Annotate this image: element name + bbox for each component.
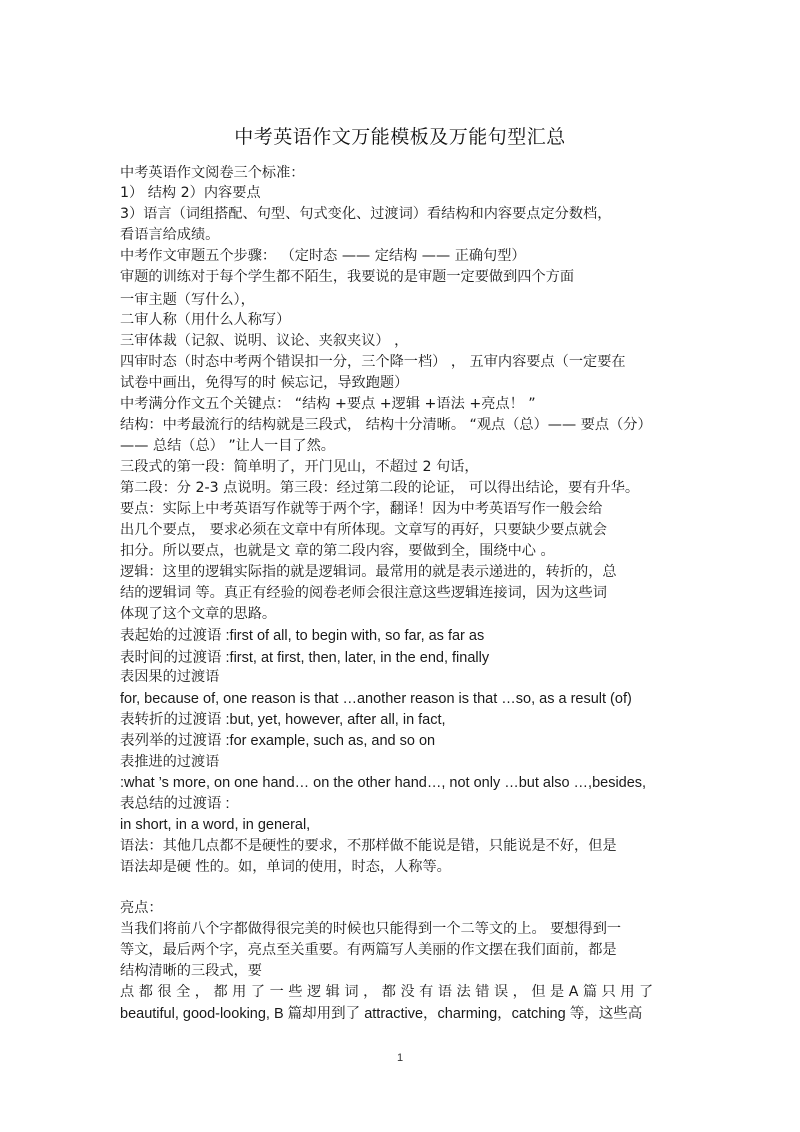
text-line: 二审人称（用什么人称写） <box>120 312 291 328</box>
text-line: 中考作文审题五个步骤： （定时态 —— 定结构 —— 正确句型） <box>120 248 526 264</box>
text-line: 语法却是硬 性的。如，单词的使用，时态，人称等。 <box>120 859 451 875</box>
text-line: 审题的训练对于每个学生都不陌生，我要说的是审题一定要做到四个方面 <box>120 269 575 285</box>
document-title: 中考英语作文万能模板及万能句型汇总 <box>234 126 566 148</box>
text-line: 表时间的过渡语 :first, at first, then, later, in the end, finally <box>120 650 490 666</box>
text-line: 1） 结构 2）内容要点 <box>120 185 261 201</box>
text-line: 等文，最后两个字，亮点至关重要。有两篇写人美丽的作文摆在我们面前，都是 <box>120 942 617 958</box>
text-line: 表推进的过渡语 <box>120 754 220 770</box>
text-line: 体现了这个文章的思路。 <box>120 606 277 622</box>
text-line: 第二段：分 2-3 点说明。第三段：经过第二段的论证， 可以得出结论，要有升华。 <box>120 480 640 496</box>
text-line: in short, in a word, in general, <box>120 817 311 833</box>
text-line: 点 都 很 全 ， 都 用 了 一 些 逻 辑 词 ， 都 没 有 语 法 错 误 ， 但 是 A 篇 只 用 了 <box>120 984 654 1000</box>
text-line: 表列举的过渡语 :for example, such as, and so on <box>120 733 436 749</box>
text-line: 看语言给成绩。 <box>120 227 220 243</box>
text-line: 中考满分作文五个关键点： “结构 +要点 +逻辑 +语法 +亮点！ ” <box>120 396 536 412</box>
text-line: 结构清晰的三段式，要 <box>120 963 262 979</box>
page-number: 1 <box>396 1052 404 1064</box>
text-line: 3）语言（词组搭配、句型、句式变化、过渡词）看结构和内容要点定分数档， <box>120 206 612 222</box>
text-line: 试卷中画出，免得写的时 候忘记，导致跑题） <box>120 375 409 391</box>
text-line: 逻辑：这里的逻辑实际指的就是逻辑词。最常用的就是表示递进的，转折的，总 <box>120 564 617 580</box>
text-line: :what ’s more, on one hand… on the other hand…, not only …but also …,besides, <box>120 775 647 791</box>
text-line: 表因果的过渡语 <box>120 669 220 685</box>
text-line: —— 总结（总） ”让人一目了然。 <box>120 438 335 454</box>
text-line: 出几个要点， 要求必须在文章中有所体现。文章写的再好，只要缺少要点就会 <box>120 522 607 538</box>
text-line: 表转折的过渡语 :but, yet, however, after all, in fact, <box>120 712 446 728</box>
text-line: 结的逻辑词 等。真正有经验的阅卷老师会很注意这些逻辑连接词，因为这些词 <box>120 585 607 601</box>
text-line: 要点：实际上中考英语写作就等于两个字，翻译！因为中考英语写作一般会给 <box>120 501 603 517</box>
text-line: 三审体裁（记叙、说明、议论、夹叙夹议） ， <box>120 333 409 349</box>
text-line: 中考英语作文阅卷三个标准： <box>120 165 305 181</box>
text-line: 当我们将前八个字都做得很完美的时候也只能得到一个二等文的上。 要想得到一 <box>120 921 622 937</box>
text-line: 表起始的过渡语 :first of all, to begin with, so far, as far as <box>120 628 485 644</box>
text-line: for, because of, one reason is that …another reason is that …so, as a result (of) <box>120 691 632 707</box>
text-line: 语法：其他几点都不是硬性的要求，不那样做不能说是错，只能说是不好，但是 <box>120 838 617 854</box>
text-line: 一审主题（写什么）， <box>120 292 255 308</box>
text-line: 四审时态（时态中考两个错误扣一分，三个降一档） ， 五审内容要点（一定要在 <box>120 354 626 370</box>
text-line: 结构：中考最流行的结构就是三段式， 结构十分清晰。 “观点（总）—— 要点（分） <box>120 417 652 433</box>
text-line: 扣分。所以要点，也就是文 章的第二段内容，要做到全，围绕中心 。 <box>120 543 555 559</box>
text-line: 亮点： <box>120 900 163 916</box>
text-line: beautiful, good-looking, B 篇却用到了 attractive，charming，catching 等，这些高 <box>120 1006 643 1022</box>
text-line: 三段式的第一段：简单明了，开门见山，不超过 2 句话， <box>120 459 479 475</box>
text-line: 表总结的过渡语 : <box>120 796 230 812</box>
